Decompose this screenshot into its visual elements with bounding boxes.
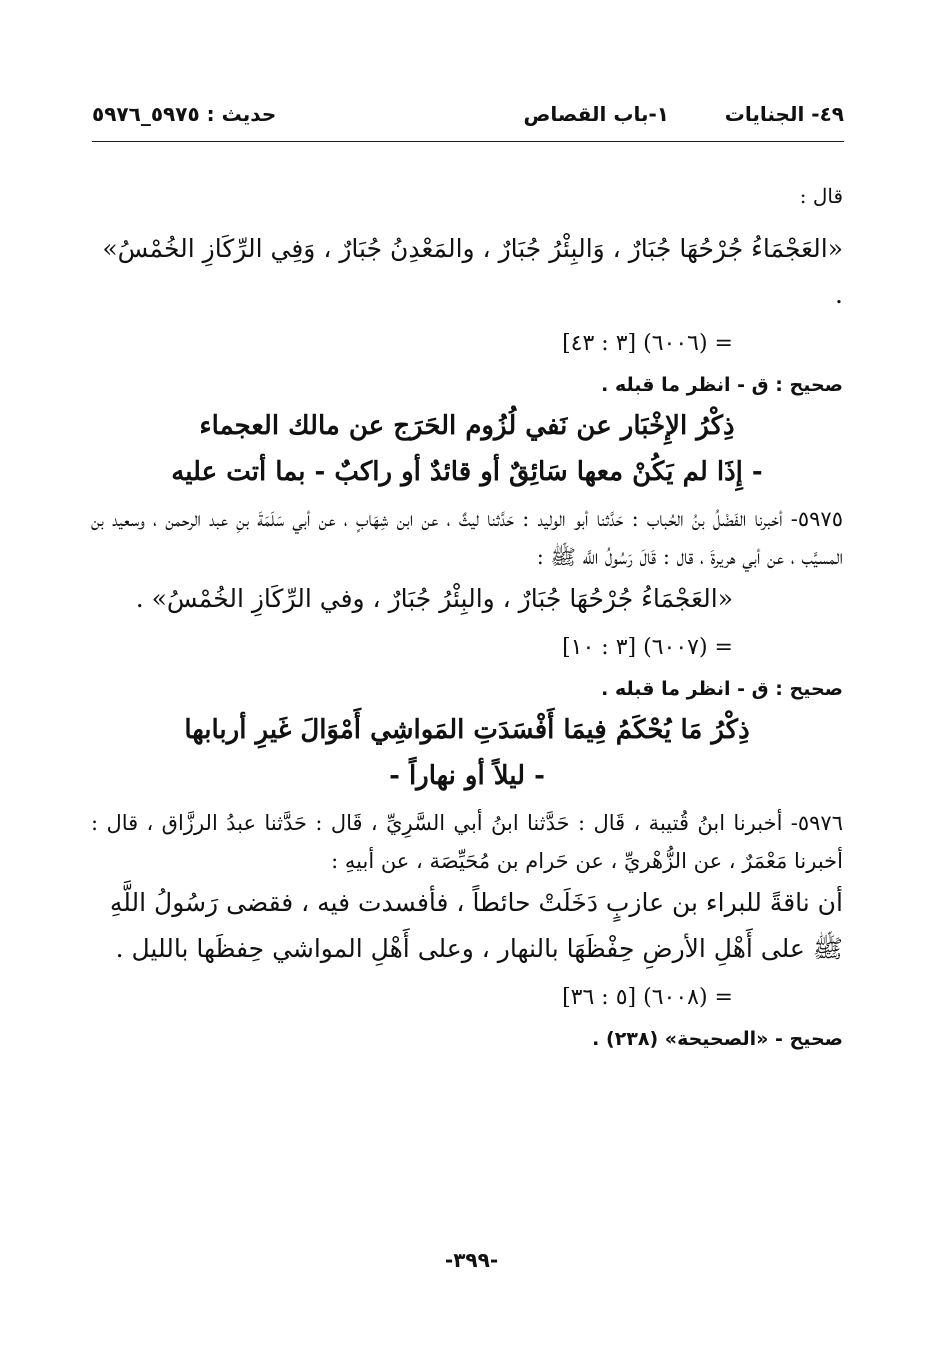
grading-2: صحيح : ق - انظر ما قبله . <box>601 678 843 700</box>
grading-1: صحيح : ق - انظر ما قبله . <box>601 374 843 396</box>
qal-label: قال : <box>799 184 843 208</box>
hadith-5975-isnad: ٥٩٧٥- أخبرنا الفَضْلُ بنُ الحُباب : حَدَّثنا أبو الوليد : حَدَّثنا ليثٌ ، عن ابن شِهَابٍ ، عن أبي سَلَمَةَ بنِ عبد الرحمن ، وسعيد بن المسيَّب ، عن أبي هريرةَ ، قال : قَالَ رَسُولُ اللَّه ﷺ : <box>91 507 843 569</box>
chapter-title-2-line-1: ذِكْرُ مَا يُحْكَمُ فِيمَا أَفْسَدَتِ المَواشِي أَمْوَالَ غَيرِ أربابها <box>184 715 750 745</box>
header-chapter: ٤٩- الجنايات <box>724 102 844 126</box>
hadith-5976-isnad: ٥٩٧٦- أخبرنا ابنُ قُتيبة ، قَال : حَدَّثنا ابنُ أبي السَّرِيِّ ، قَال : حَدَّثنا عبدُ الرزَّاق ، قال : أخبرنا مَعْمَرٌ ، عن الزُّهْريِّ ، عن حَرام بن مُحَيِّصَة ، عن أبيهِ : <box>91 811 843 873</box>
hadith-prev-text: «العَجْمَاءُ جُرْحُهَا جُبَارٌ ، وَالبِئْرُ جُبَارٌ ، والمَعْدِنُ جُبَارٌ ، وَفِي الرِّكَازِ الخُمْسُ» . <box>102 234 843 309</box>
chapter-title-1-line-1: ذِكْرُ الإِخْبَار عن نَفي لُزُوم الحَرَج عن مالك العجماء <box>199 411 735 441</box>
header-divider <box>92 141 844 142</box>
chapter-title-1-line-2: - إِذَا لم يَكُنْ معها سَائِقٌ أو قائدٌ أو راكبٌ - بما أتت عليه <box>171 457 763 487</box>
grading-3: صحيح - «الصحيحة» (٢٣٨) . <box>592 1028 843 1050</box>
header-bab: ١-باب القصاص <box>523 102 669 126</box>
cross-reference-2: = (٦٠٠٧) [٣ : ١٠] <box>562 635 733 660</box>
page-body <box>91 180 843 1056</box>
running-header <box>92 96 844 136</box>
header-hadith-range: حديث : ٥٩٧٥_٥٩٧٦ <box>92 102 277 126</box>
cross-reference-1: = (٦٠٠٦) [٣ : ٤٣] <box>562 331 733 356</box>
hadith-5976-text: أن ناقةً للبراء بن عازبٍ دَخَلَتْ حائطاً ، فأفسدت فيه ، فقضى رَسُولُ اللَّهِ ﷺ على أَهْلِ الأرضِ حِفْظَهَا بالنهار ، وعلى أَهْلِ المواشي حِفظَها بالليل . <box>109 888 843 963</box>
hadith-5975-text: «العَجْمَاءُ جُرْحُهَا جُبَارٌ ، والبِئْرُ جُبَارٌ ، وفي الرِّكَازِ الخُمْسُ» . <box>135 584 733 613</box>
page-number: -٣٩٩- <box>444 1248 499 1272</box>
chapter-title-2-line-2: - ليلاً أو نهاراً - <box>389 761 545 791</box>
cross-reference-3: = (٦٠٠٨) [٥ : ٣٦] <box>562 985 733 1010</box>
